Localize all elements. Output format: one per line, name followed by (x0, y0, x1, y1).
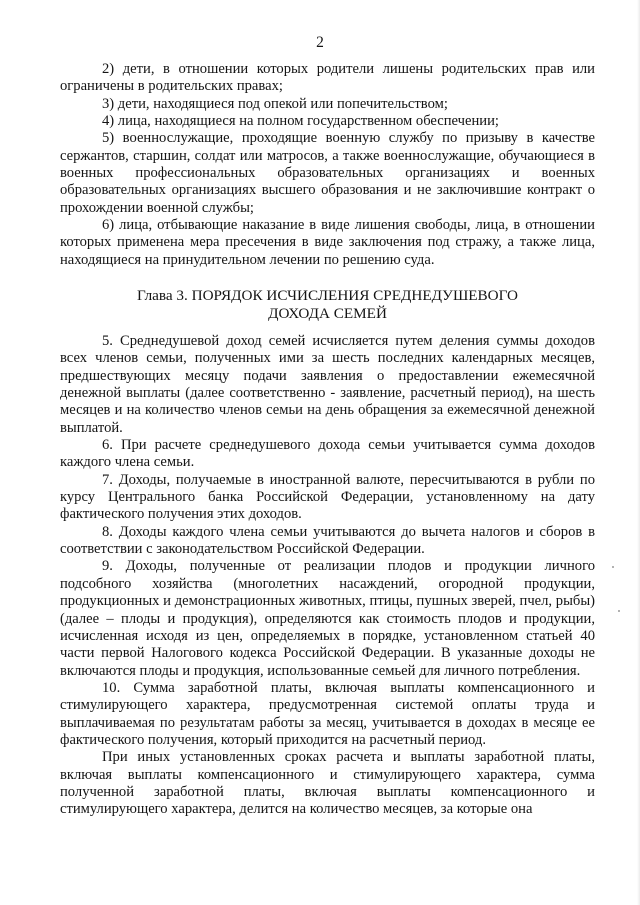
scan-artifact (612, 566, 614, 568)
paragraph-10: 10. Сумма заработной платы, включая выплаты компенсационного и стимулирующего характера, предусмотренная системой оплаты труда и выплачиваемая по результатам работы за месяц, учитывается в доходах в месяце ее фактического получения, который приходится на расчетный период. (60, 679, 595, 748)
paragraph-9: 9. Доходы, полученные от реализации плодов и продукции личного подсобного хозяйства (многолетних насаждений, огородной продукции, продукционных и демонстрационных животных, птицы, пушных зверей, пчел, рыбы) (далее – плоды и продукция), определяются как стоимость плодов и продукции, исчисленная исходя из цен, определяемых в порядке, установленном статьей 40 части первой Налогового кодекса Российской Федерации. В указанные доходы не включаются плоды и продукция, использованные семьей для личного потребления. (60, 558, 595, 679)
scan-artifact (618, 610, 620, 612)
paragraph-6: 6. При расчете среднедушевого дохода семьи учитывается сумма доходов каждого члена семьи. (60, 437, 595, 471)
paragraph-5: 5. Среднедушевой доход семей исчисляется путем деления суммы доходов всех членов семьи, полученных ими за шесть последних календарных месяцев, предшествующих месяцу подачи заявления о предоставлении ежемесячной денежной выплаты (далее соответственно - заявление, расчетный период), на шесть месяцев и на количество членов семьи на день обращения за ежемесячной денежной выплатой. (60, 333, 595, 436)
list-continuation (60, 61, 595, 269)
page-number: 2 (316, 34, 324, 51)
list-item-state-support: 4) лица, находящиеся на полном государственном обеспечении; (102, 113, 499, 130)
list-item-imprisoned: 6) лица, отбывающие наказание в виде лишения свободы, лица, в отношении которых применена мера пресечения в виде заключения под стражу, а также лица, находящиеся на принудительном лечении по решению суда. (60, 217, 595, 268)
paragraph-8: 8. Доходы каждого члена семьи учитываются до вычета налогов и сборов в соответствии с законодательством Российской Федерации. (60, 523, 595, 558)
paragraph-10-continuation: При иных установленных сроках расчета и выплаты заработной платы, включая выплаты компенсационного и стимулирующего характера, сумма полученной заработной платы, включая выплаты компенсационного и стимулирующего характера, делится на количество месяцев, за которые она (60, 749, 595, 818)
chapter-heading-line-1: Глава 3. ПОРЯДОК ИСЧИСЛЕНИЯ СРЕДНЕДУШЕВОГО (136, 287, 519, 304)
chapter-body (60, 333, 595, 819)
paragraph-7: 7. Доходы, получаемые в иностранной валюте, пересчитываются в рубли по курсу Центрального банка Российской Федерации, установленному на дату фактического получения этих доходов. (60, 471, 595, 523)
list-item-military-service: 5) военнослужащие, проходящие военную службу по призыву в качестве сержантов, старшин, солдат или матросов, а также военнослужащие, обучающиеся в военных профессиональных образовательных организациях и военных образовательных организациях высшего образования и не заключившие контракт о прохождении военной службы; (60, 130, 595, 216)
list-item-parentless-children: 2) дети, в отношении которых родители лишены родительских прав или ограничены в родительских правах; (60, 61, 595, 95)
list-item-guardianship: 3) дети, находящиеся под опекой или попечительством; (102, 95, 448, 112)
chapter-heading (60, 287, 595, 322)
chapter-heading-line-2: ДОХОДА СЕМЕЙ (268, 304, 387, 322)
